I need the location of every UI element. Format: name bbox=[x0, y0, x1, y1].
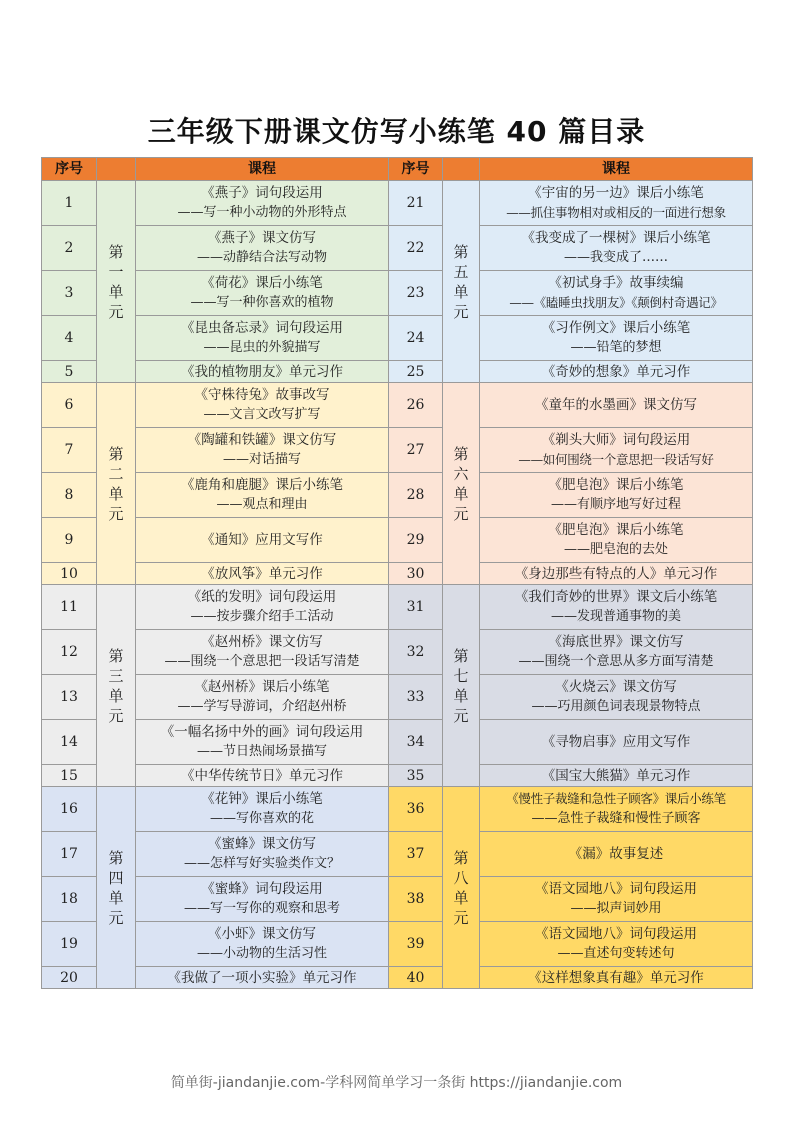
seq-number: 37 bbox=[389, 832, 443, 877]
seq-number: 28 bbox=[389, 473, 443, 518]
table-row bbox=[42, 832, 753, 877]
unit-char: 八 bbox=[453, 868, 469, 887]
course-cell bbox=[480, 316, 753, 361]
course-subtitle: ——写一种小动物的外形特点 bbox=[177, 205, 347, 220]
unit-char: 元 bbox=[108, 706, 124, 725]
course-cell bbox=[480, 877, 753, 922]
table-row bbox=[42, 765, 753, 787]
unit-char: 第 bbox=[453, 444, 469, 463]
course-subtitle: ——昆虫的外貌描写 bbox=[203, 340, 321, 355]
course-title: 《慢性子裁缝和急性子顾客》课后小练笔 bbox=[506, 791, 726, 806]
unit-char: 四 bbox=[108, 868, 124, 887]
table-row bbox=[42, 181, 753, 226]
course-cell bbox=[136, 720, 389, 765]
table-row bbox=[42, 316, 753, 361]
course-cell bbox=[136, 922, 389, 967]
course-cell bbox=[480, 181, 753, 226]
unit-char: 第 bbox=[453, 848, 469, 867]
unit-char: 单 bbox=[108, 888, 124, 907]
seq-number: 14 bbox=[42, 720, 97, 765]
unit-label bbox=[443, 787, 480, 989]
course-subtitle: ——对话描写 bbox=[222, 452, 301, 467]
course-subtitle: ——节日热闹场景描写 bbox=[196, 744, 327, 759]
course-cell bbox=[136, 428, 389, 473]
unit-label bbox=[97, 181, 136, 383]
unit-label bbox=[97, 787, 136, 989]
seq-number: 27 bbox=[389, 428, 443, 473]
table-row bbox=[42, 361, 753, 383]
course-title: 《国宝大熊猫》单元习作 bbox=[541, 767, 691, 784]
course-title: 《初试身手》故事续编 bbox=[548, 275, 684, 291]
course-cell bbox=[480, 675, 753, 720]
course-subtitle: ——文言文改写扩写 bbox=[203, 407, 321, 422]
seq-number: 8 bbox=[42, 473, 97, 518]
course-cell bbox=[480, 563, 753, 585]
seq-number: 11 bbox=[42, 585, 97, 630]
course-subtitle: ——小动物的生活习性 bbox=[196, 946, 327, 961]
toc-table bbox=[41, 157, 753, 989]
unit-char: 二 bbox=[108, 464, 124, 483]
toc-body bbox=[42, 181, 753, 989]
table-row bbox=[42, 877, 753, 922]
course-subtitle: ——铅笔的梦想 bbox=[570, 340, 662, 355]
seq-number: 1 bbox=[42, 181, 97, 226]
course-title: 《寻物启事》应用文写作 bbox=[541, 734, 691, 750]
page-title: 三年级下册课文仿写小练笔 40 篇目录 bbox=[147, 115, 646, 148]
seq-number: 17 bbox=[42, 832, 97, 877]
seq-number: 29 bbox=[389, 518, 443, 563]
seq-number: 32 bbox=[389, 630, 443, 675]
course-cell bbox=[480, 226, 753, 271]
course-title: 《燕子》词句段运用 bbox=[201, 185, 323, 201]
seq-number: 19 bbox=[42, 922, 97, 967]
unit-char: 单 bbox=[453, 484, 469, 503]
course-subtitle: ——有顺序地写好过程 bbox=[550, 497, 681, 512]
table-header-row bbox=[42, 158, 753, 181]
course-title: 《童年的水墨画》课文仿写 bbox=[535, 397, 697, 413]
seq-number: 4 bbox=[42, 316, 97, 361]
course-title: 《我变成了一棵树》课后小练笔 bbox=[521, 230, 711, 246]
table-row bbox=[42, 675, 753, 720]
course-title: 《语文园地八》词句段运用 bbox=[535, 881, 697, 897]
course-title: 《燕子》课文仿写 bbox=[208, 230, 316, 246]
course-cell bbox=[480, 832, 753, 877]
course-title: 《蜜蜂》词句段运用 bbox=[201, 881, 323, 897]
course-subtitle: ——巧用颜色词表现景物特点 bbox=[531, 699, 701, 714]
course-title: 《一幅名扬中外的画》词句段运用 bbox=[160, 724, 364, 740]
course-title: 《赵州桥》课文仿写 bbox=[201, 634, 323, 650]
seq-number: 33 bbox=[389, 675, 443, 720]
course-subtitle: ——《瞌睡虫找朋友》《颠倒村奇遇记》 bbox=[509, 295, 723, 310]
table-row bbox=[42, 967, 753, 989]
table-row bbox=[42, 428, 753, 473]
course-title: 《习作例文》课后小练笔 bbox=[541, 320, 691, 336]
course-title: 《中华传统节日》单元习作 bbox=[181, 767, 343, 784]
course-subtitle: ——动静结合法写动物 bbox=[196, 250, 327, 265]
header-course-right: 课程 bbox=[480, 158, 753, 181]
course-title: 《赵州桥》课后小练笔 bbox=[194, 679, 330, 695]
seq-number: 2 bbox=[42, 226, 97, 271]
header-unit-blank-right bbox=[443, 158, 480, 181]
course-subtitle: ——拟声词妙用 bbox=[570, 901, 662, 916]
course-subtitle: ——急性子裁缝和慢性子顾客 bbox=[531, 811, 701, 826]
course-subtitle: ——写一种你喜欢的植物 bbox=[190, 295, 334, 310]
seq-number: 23 bbox=[389, 271, 443, 316]
seq-number: 5 bbox=[42, 361, 97, 383]
course-title: 《我做了一项小实验》单元习作 bbox=[167, 969, 357, 986]
course-subtitle: ——学写导游词，介绍赵州桥 bbox=[177, 699, 347, 714]
table-row bbox=[42, 563, 753, 585]
unit-char: 单 bbox=[108, 686, 124, 705]
course-subtitle: ——怎样写好实验类作文？ bbox=[183, 856, 340, 871]
course-subtitle: ——我变成了…… bbox=[563, 250, 668, 265]
unit-char: 第 bbox=[453, 646, 469, 665]
course-title: 《火烧云》课文仿写 bbox=[555, 679, 677, 695]
seq-number: 22 bbox=[389, 226, 443, 271]
course-title: 《语文园地八》词句段运用 bbox=[535, 926, 697, 942]
course-cell bbox=[136, 675, 389, 720]
course-cell bbox=[136, 967, 389, 989]
course-subtitle: ——写你喜欢的花 bbox=[209, 811, 314, 826]
unit-char: 第 bbox=[108, 444, 124, 463]
seq-number: 9 bbox=[42, 518, 97, 563]
course-title: 《这样想象真有趣》单元习作 bbox=[528, 969, 704, 986]
unit-char: 单 bbox=[108, 484, 124, 503]
course-title: 《肥皂泡》课后小练笔 bbox=[548, 522, 684, 538]
course-title: 《漏》故事复述 bbox=[568, 846, 664, 862]
seq-number: 3 bbox=[42, 271, 97, 316]
header-course: 课程 bbox=[136, 158, 389, 181]
unit-char: 第 bbox=[108, 848, 124, 867]
unit-char: 单 bbox=[453, 282, 469, 301]
seq-number: 15 bbox=[42, 765, 97, 787]
course-cell bbox=[136, 316, 389, 361]
unit-label bbox=[97, 585, 136, 787]
course-cell bbox=[480, 518, 753, 563]
unit-char: 元 bbox=[453, 706, 469, 725]
table-row bbox=[42, 271, 753, 316]
seq-number: 35 bbox=[389, 765, 443, 787]
course-cell bbox=[136, 787, 389, 832]
course-title: 《守株待兔》故事改写 bbox=[194, 387, 330, 403]
seq-number: 7 bbox=[42, 428, 97, 473]
course-title: 《昆虫备忘录》词句段运用 bbox=[181, 320, 343, 336]
unit-char: 元 bbox=[453, 504, 469, 523]
course-title: 《放风筝》单元习作 bbox=[201, 565, 323, 582]
course-subtitle: ——按步骤介绍手工活动 bbox=[190, 609, 334, 624]
seq-number: 30 bbox=[389, 563, 443, 585]
unit-char: 单 bbox=[108, 282, 124, 301]
seq-number: 10 bbox=[42, 563, 97, 585]
course-subtitle: ——如何围绕一个意思把一段话写好 bbox=[518, 452, 714, 467]
unit-char: 元 bbox=[453, 908, 469, 927]
course-subtitle: ——观点和理由 bbox=[216, 497, 308, 512]
table-row bbox=[42, 518, 753, 563]
course-cell bbox=[480, 630, 753, 675]
course-subtitle: ——肥皂泡的去处 bbox=[563, 542, 668, 557]
course-cell bbox=[136, 630, 389, 675]
seq-number: 40 bbox=[389, 967, 443, 989]
table-row bbox=[42, 922, 753, 967]
course-subtitle: ——写一写你的观察和思考 bbox=[183, 901, 340, 916]
unit-char: 第 bbox=[108, 242, 124, 261]
course-cell bbox=[480, 428, 753, 473]
course-cell bbox=[480, 787, 753, 832]
header-unit-blank bbox=[97, 158, 136, 181]
seq-number: 6 bbox=[42, 383, 97, 428]
seq-number: 12 bbox=[42, 630, 97, 675]
course-title: 《蜜蜂》课文仿写 bbox=[208, 836, 316, 852]
course-title: 《通知》应用文写作 bbox=[201, 532, 323, 548]
course-cell bbox=[480, 922, 753, 967]
course-title: 《小虾》课文仿写 bbox=[208, 926, 316, 942]
unit-char: 元 bbox=[108, 908, 124, 927]
table-row bbox=[42, 585, 753, 630]
course-cell bbox=[480, 765, 753, 787]
course-cell bbox=[136, 563, 389, 585]
unit-char: 元 bbox=[108, 302, 124, 321]
course-title: 《身边那些有特点的人》单元习作 bbox=[514, 565, 718, 582]
unit-char: 第 bbox=[453, 242, 469, 261]
unit-label bbox=[97, 383, 136, 585]
course-subtitle: ——抓住事物相对或相反的一面进行想象 bbox=[506, 205, 726, 220]
seq-number: 18 bbox=[42, 877, 97, 922]
course-cell bbox=[136, 361, 389, 383]
course-cell bbox=[136, 518, 389, 563]
course-title: 《纸的发明》词句段运用 bbox=[187, 589, 337, 605]
course-title: 《剃头大师》词句段运用 bbox=[541, 432, 691, 448]
course-cell bbox=[136, 181, 389, 226]
unit-label bbox=[443, 383, 480, 585]
course-title: 《花钟》课后小练笔 bbox=[201, 791, 323, 807]
unit-char: 六 bbox=[453, 464, 469, 483]
course-cell bbox=[480, 967, 753, 989]
seq-number: 20 bbox=[42, 967, 97, 989]
table-row bbox=[42, 473, 753, 518]
footer-text: 简单街-jiandanjie.com-学科网简单学习一条街 https://jiandanjie.com bbox=[170, 1075, 623, 1091]
course-subtitle: ——发现普通事物的美 bbox=[550, 609, 681, 624]
header-seq-right: 序号 bbox=[389, 158, 443, 181]
course-cell bbox=[136, 585, 389, 630]
course-cell bbox=[136, 765, 389, 787]
course-cell bbox=[136, 226, 389, 271]
table-row bbox=[42, 720, 753, 765]
seq-number: 16 bbox=[42, 787, 97, 832]
unit-char: 七 bbox=[453, 666, 469, 685]
unit-char: 元 bbox=[108, 504, 124, 523]
seq-number: 34 bbox=[389, 720, 443, 765]
course-title: 《肥皂泡》课后小练笔 bbox=[548, 477, 684, 493]
unit-char: 单 bbox=[453, 888, 469, 907]
course-cell bbox=[480, 585, 753, 630]
unit-char: 三 bbox=[108, 666, 124, 685]
unit-char: 元 bbox=[453, 302, 469, 321]
course-title: 《荷花》课后小练笔 bbox=[201, 275, 323, 291]
course-title: 《我的植物朋友》单元习作 bbox=[181, 363, 343, 380]
unit-char: 五 bbox=[453, 262, 469, 281]
seq-number: 31 bbox=[389, 585, 443, 630]
course-cell bbox=[480, 383, 753, 428]
course-title: 《鹿角和鹿腿》课后小练笔 bbox=[181, 477, 343, 493]
course-cell bbox=[136, 877, 389, 922]
unit-char: 单 bbox=[453, 686, 469, 705]
seq-number: 38 bbox=[389, 877, 443, 922]
table-row bbox=[42, 630, 753, 675]
course-title: 《宇宙的另一边》课后小练笔 bbox=[528, 185, 704, 201]
seq-number: 26 bbox=[389, 383, 443, 428]
course-cell bbox=[136, 383, 389, 428]
unit-label bbox=[443, 181, 480, 383]
table-row bbox=[42, 226, 753, 271]
seq-number: 21 bbox=[389, 181, 443, 226]
course-title: 《陶罐和铁罐》课文仿写 bbox=[187, 432, 337, 448]
table-row bbox=[42, 383, 753, 428]
seq-number: 39 bbox=[389, 922, 443, 967]
course-subtitle: ——围绕一个意思把一段话写清楚 bbox=[164, 654, 360, 669]
course-cell bbox=[480, 361, 753, 383]
course-cell bbox=[480, 271, 753, 316]
course-cell bbox=[136, 271, 389, 316]
seq-number: 24 bbox=[389, 316, 443, 361]
header-seq: 序号 bbox=[42, 158, 97, 181]
unit-char: 第 bbox=[108, 646, 124, 665]
course-cell bbox=[136, 832, 389, 877]
course-title: 《奇妙的想象》单元习作 bbox=[541, 363, 691, 380]
table-row bbox=[42, 787, 753, 832]
seq-number: 25 bbox=[389, 361, 443, 383]
course-cell bbox=[480, 473, 753, 518]
seq-number: 13 bbox=[42, 675, 97, 720]
course-subtitle: ——围绕一个意思从多方面写清楚 bbox=[518, 654, 714, 669]
course-title: 《海底世界》课文仿写 bbox=[548, 634, 684, 650]
unit-char: 一 bbox=[108, 262, 124, 281]
course-cell bbox=[136, 473, 389, 518]
seq-number: 36 bbox=[389, 787, 443, 832]
course-subtitle: ——直述句变转述句 bbox=[557, 946, 675, 961]
unit-label bbox=[443, 585, 480, 787]
course-title: 《我们奇妙的世界》课文后小练笔 bbox=[514, 589, 718, 605]
course-cell bbox=[480, 720, 753, 765]
